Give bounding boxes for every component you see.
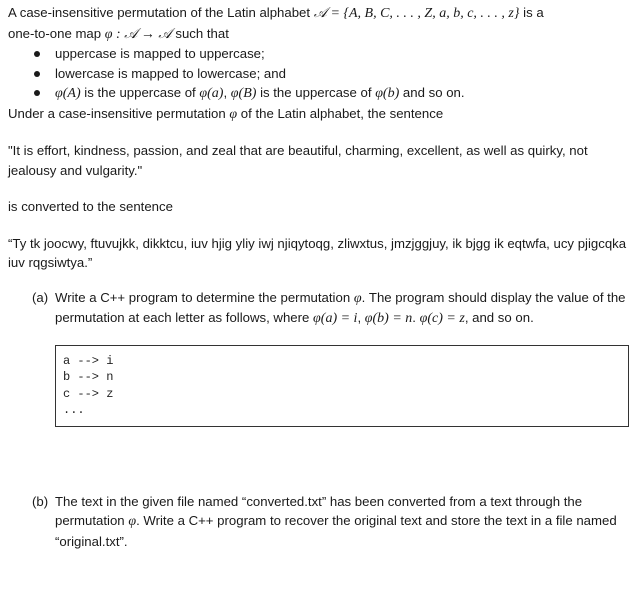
under-text-end: of the Latin alphabet, the sentence bbox=[237, 105, 444, 121]
map-formula: φ : 𝒜 → 𝒜 bbox=[104, 26, 172, 42]
converted-label: is converted to the sentence bbox=[8, 199, 173, 214]
output-example-box bbox=[55, 345, 629, 427]
code-line: b --> n bbox=[63, 370, 114, 384]
under-paragraph bbox=[8, 104, 633, 125]
intro-text-end: is a bbox=[519, 5, 544, 20]
part-b-label: (b) bbox=[32, 493, 49, 509]
separator: , bbox=[223, 85, 231, 100]
condition-item bbox=[30, 83, 633, 104]
original-sentence: "It is effort, kindness, passion, and zeal that are beautiful, charming, excellent, as well as quirky, not jealousy and vulgarity." bbox=[8, 143, 588, 178]
code-line: c --> z bbox=[63, 386, 114, 401]
phi-symbol: φ bbox=[353, 290, 362, 306]
problem-document bbox=[8, 3, 633, 551]
formula: φ(B) bbox=[230, 86, 257, 101]
condition-text: lowercase is mapped to lowercase; and bbox=[55, 65, 286, 81]
under-text: Under a case-insensitive permutation bbox=[8, 105, 230, 121]
intro-paragraph bbox=[8, 3, 633, 44]
converted-sentence: “Ty tk joocwy, ftuvujkk, dikktcu, iuv hjig yliy iwj njiqytoqg, zliwxtus, jmzjggjuy, ik bjgg ik eqtwfa, ucy pjigcqka iuv rqgsiwtya.” bbox=[8, 235, 627, 270]
condition-text: is the uppercase of bbox=[80, 85, 200, 100]
example-formula: φ(b) = n bbox=[364, 311, 413, 326]
condition-item bbox=[30, 64, 633, 84]
intro-text-2-end: such that bbox=[171, 25, 229, 41]
formula: φ(b) bbox=[375, 86, 400, 101]
part-b bbox=[8, 492, 633, 552]
part-a-text: . The program should display the value of the permutation at each letter as follows, where bbox=[55, 289, 626, 325]
condition-text: is the uppercase of bbox=[256, 85, 376, 100]
conditions-list bbox=[8, 44, 633, 104]
part-a-text: , and so on. bbox=[464, 310, 534, 325]
intro-text: A case-insensitive permutation of the Latin alphabet bbox=[8, 5, 314, 20]
separator: , bbox=[357, 310, 365, 325]
separator: . bbox=[412, 310, 420, 325]
part-b-text: The text in the given file named “converted.txt” has been converted from a text through the permutation bbox=[55, 493, 583, 528]
condition-text: uppercase is mapped to uppercase; bbox=[55, 46, 265, 61]
part-a-label: (a) bbox=[32, 289, 49, 305]
formula: φ(a) bbox=[199, 86, 224, 101]
intro-text-2: one-to-one map bbox=[8, 25, 105, 41]
formula: φ(A) bbox=[55, 86, 81, 101]
phi-symbol: φ bbox=[128, 514, 137, 529]
condition-item bbox=[30, 44, 633, 64]
example-formula: φ(a) = i bbox=[313, 311, 358, 326]
part-a-text: Write a C++ program to determine the permutation bbox=[55, 289, 354, 305]
part-b-text: . Write a C++ program to recover the original text and store the text in a file named “original.txt”. bbox=[55, 513, 617, 549]
phi-symbol: φ bbox=[229, 106, 238, 122]
part-a bbox=[8, 288, 633, 329]
code-line: a --> i bbox=[63, 353, 114, 368]
condition-text: and so on. bbox=[399, 85, 465, 100]
code-line: ... bbox=[63, 403, 85, 417]
example-formula: φ(c) = z bbox=[419, 311, 465, 326]
alphabet-set-formula: 𝒜 = {A, B, C, . . . , Z, a, b, c, . . . , z} bbox=[313, 6, 520, 21]
